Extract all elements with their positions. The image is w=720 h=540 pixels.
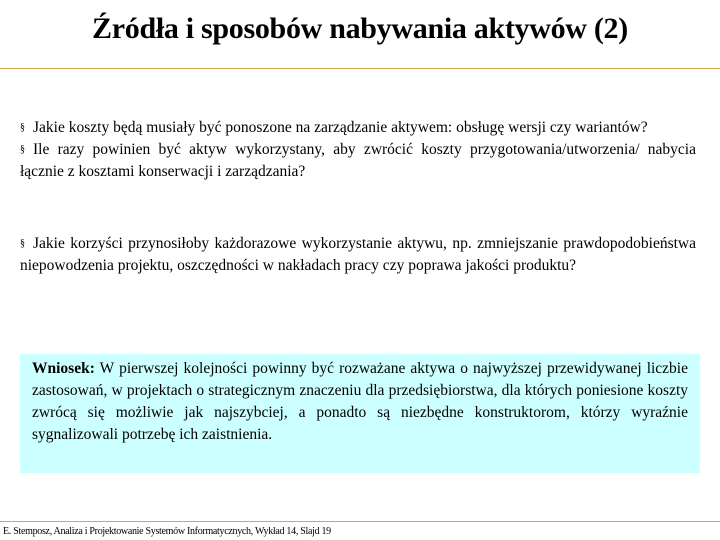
slide-title: Źródła i sposobów nabywania aktywów (2) [92, 12, 628, 45]
bullet-text: Jakie koszty będą musiały być ponoszone na zarządzanie aktywem: obsługę wersji czy wariantów? [33, 119, 648, 136]
list-item [20, 139, 696, 183]
list-item [20, 233, 696, 277]
bullet-group-1 [20, 117, 696, 183]
bullet-group-2 [20, 233, 696, 277]
conclusion-label: Wniosek: [32, 360, 95, 377]
footer: E. Stemposz, Analiza i Projektowanie Systemów Informatycznych, Wykład 14, Slajd 19 [3, 526, 331, 537]
bullet-icon: § [20, 122, 25, 133]
conclusion-box [20, 354, 700, 473]
bullet-text: Ile razy powinien być aktyw wykorzystany, aby zwrócić koszty przygotowania/utworzenia/ nabycia łącznie z kosztami konserwacji i zarządzania? [20, 141, 696, 180]
conclusion-text: W pierwszej kolejności powinny być rozważane aktywa o najwyższej przewidywanej liczbie zastosowań, w projektach o strategicznym znaczeniu dla przedsiębiorstwa, dla których poniesione koszty zwrócą się możliwie jak najszybciej, a ponadto są niezbędne konstruktorom, którzy wyraźnie sygnalizowali potrzebę ich zaistnienia. [32, 360, 688, 443]
title-divider [0, 68, 720, 69]
footer-divider [0, 521, 720, 522]
list-item [20, 117, 696, 139]
bullet-icon: § [20, 238, 25, 249]
bullet-text: Jakie korzyści przynosiłoby każdorazowe wykorzystanie aktywu, np. zmniejszanie prawdopodobieństwa niepowodzenia projektu, oszczędności w nakładach pracy czy poprawa jakości produktu? [20, 235, 696, 274]
bullet-icon: § [20, 144, 25, 155]
